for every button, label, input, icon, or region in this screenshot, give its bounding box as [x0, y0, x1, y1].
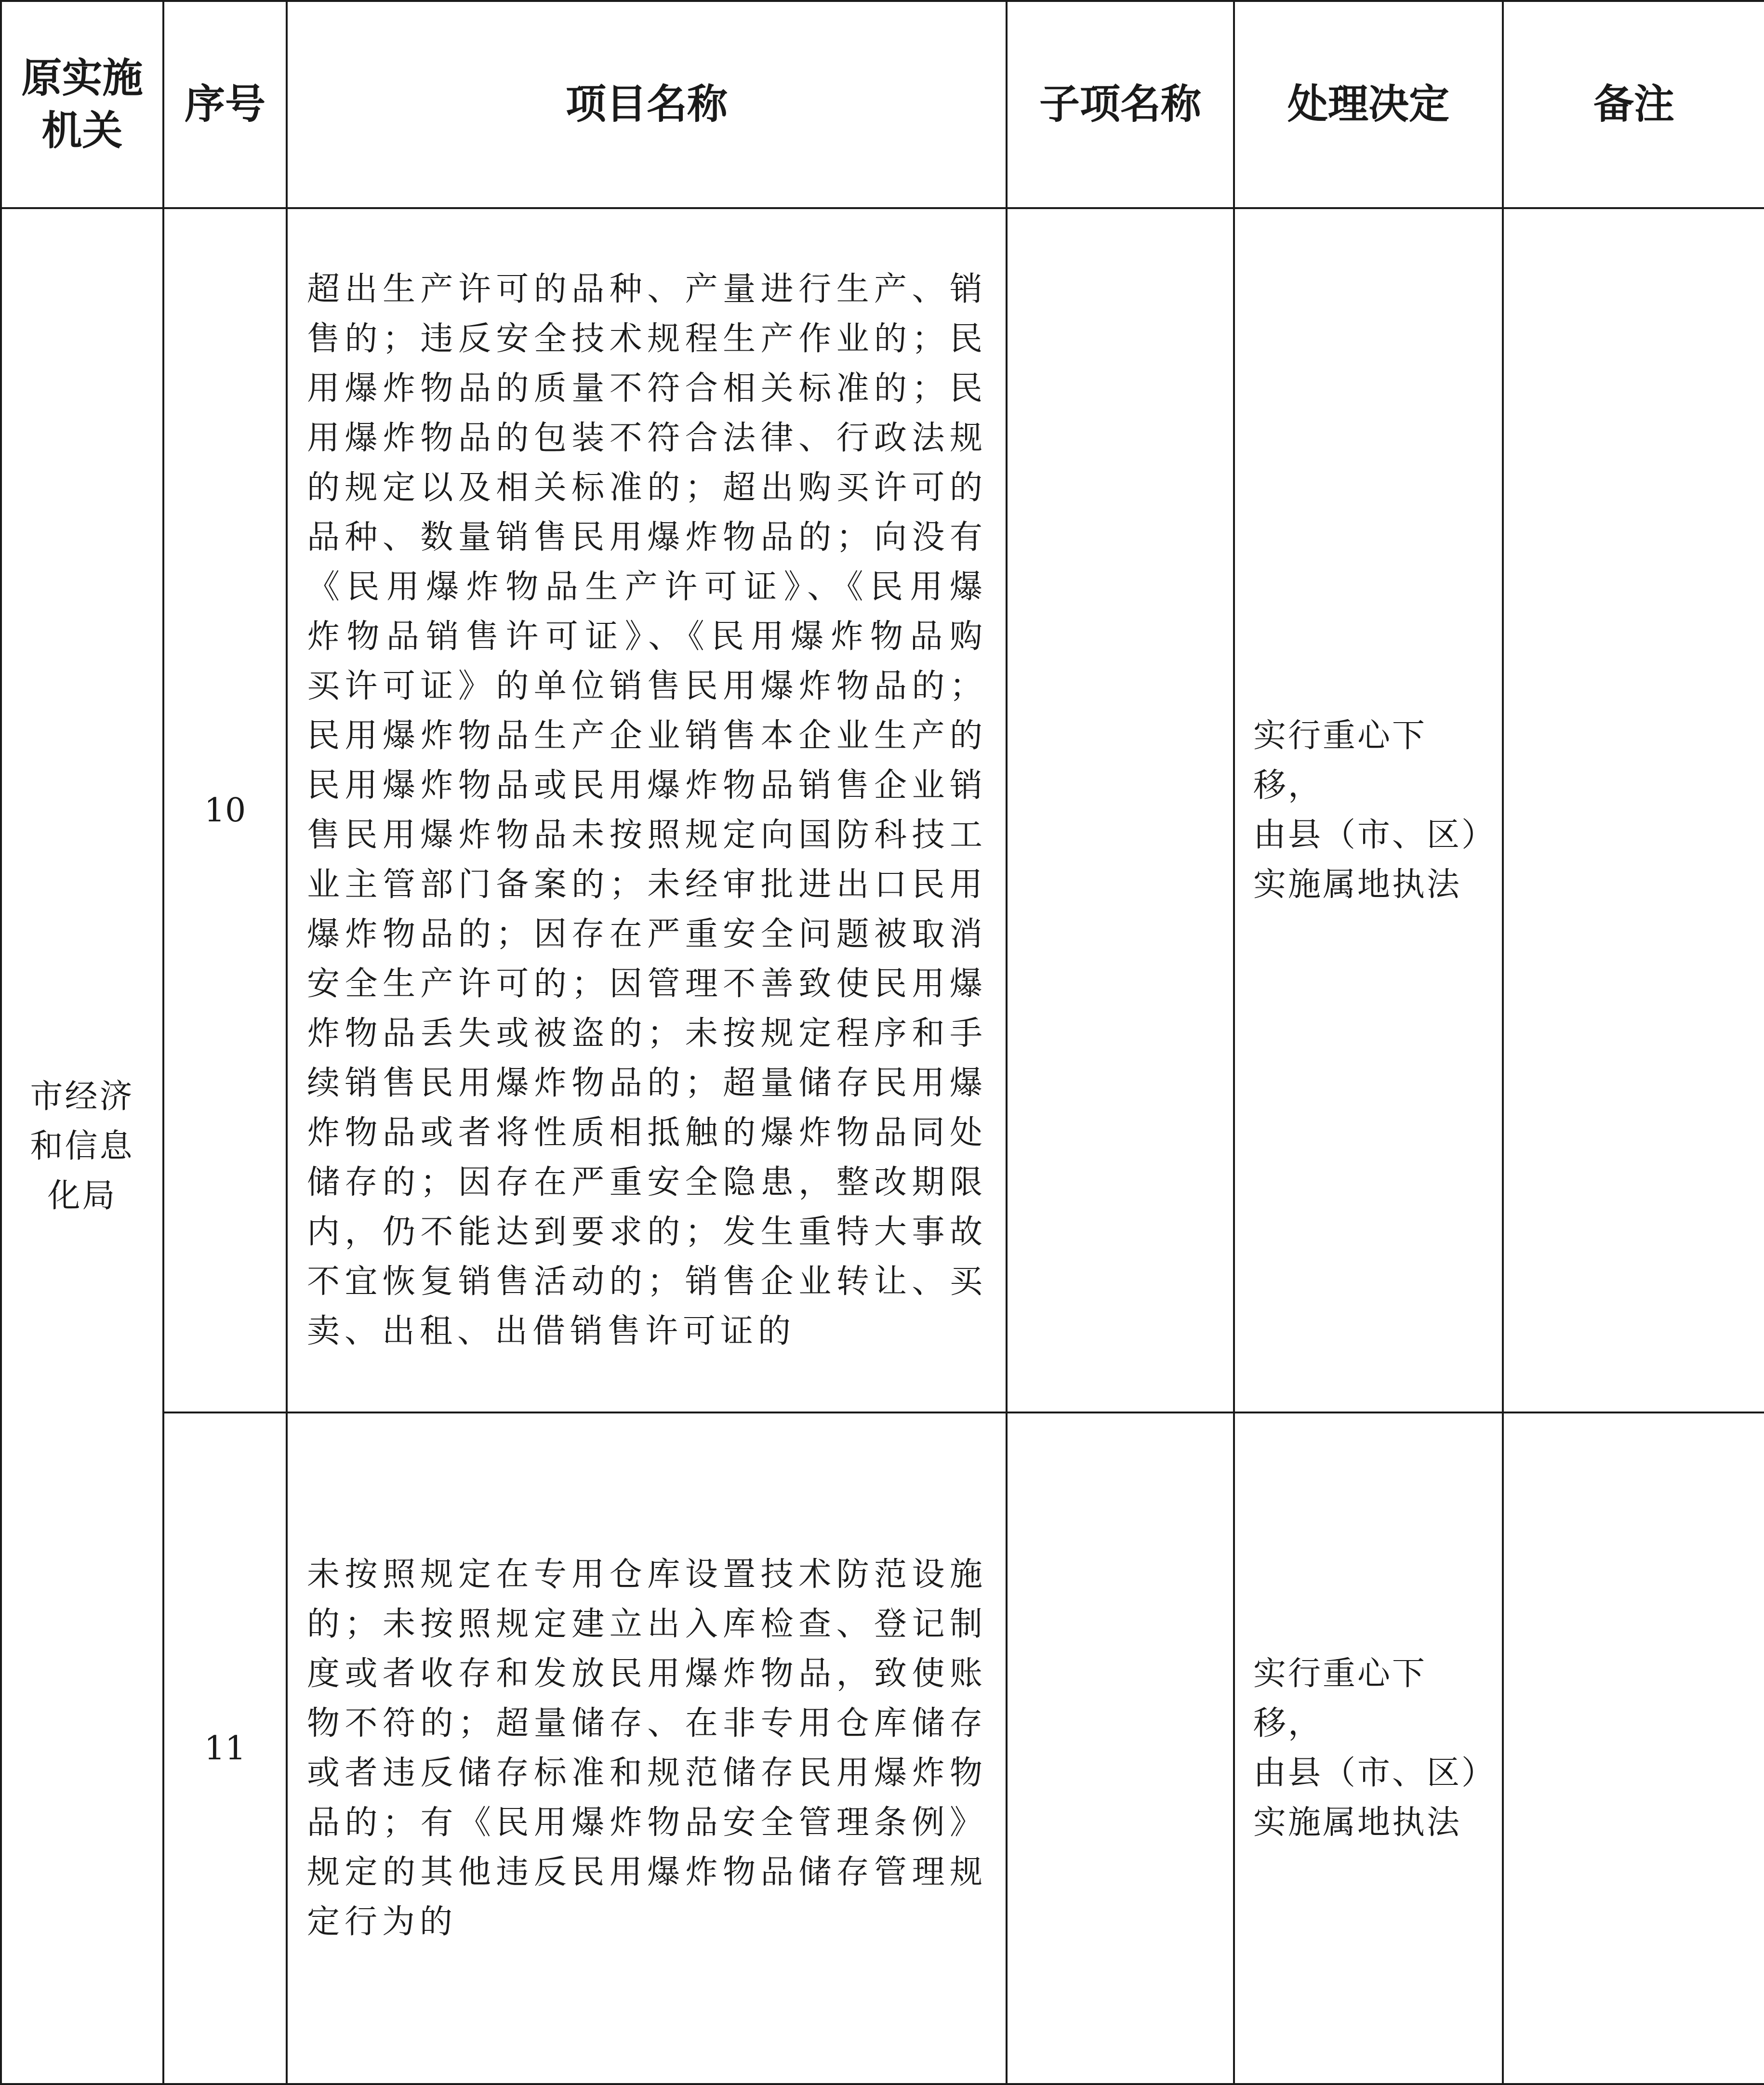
decision-line-1: 实行重心下移， — [1253, 717, 1427, 805]
sub-item-cell — [1007, 208, 1234, 1412]
table-row — [1, 208, 1764, 1412]
header-original-agency-line-2: 机关 — [41, 107, 123, 154]
decision-line-1: 实行重心下移， — [1253, 1655, 1427, 1742]
remarks-cell — [1503, 1412, 1764, 2084]
decision-line-3: 实施属地执法 — [1253, 1804, 1462, 1842]
remarks-cell — [1503, 208, 1764, 1412]
sub-item-cell — [1007, 1412, 1234, 2084]
decision-line-2: 由县（市、区） — [1253, 816, 1497, 854]
item-name-cell: 未按照规定在专用仓库设置技术防范设施的；未按照规定建立出入库检查、登记制度或者收存和发放民用爆炸物品，致使账物不符的；超量储存、在非专用仓库储存或者违反储存标准和规范储存民用爆炸物品的；有《民用爆炸物品安全管理条例》规定的其他违反民用爆炸物品储存管理规定行为的 — [287, 1412, 1007, 2084]
seq-cell: 10 — [163, 208, 287, 1412]
decision-cell — [1234, 1412, 1503, 2084]
agency-line-2: 和信息 — [30, 1127, 134, 1165]
header-original-agency — [1, 1, 163, 208]
header-original-agency-line-1: 原实施 — [21, 54, 143, 102]
header-decision: 处理决定 — [1234, 1, 1503, 208]
agency-line-3: 化局 — [47, 1176, 117, 1215]
decision-line-3: 实施属地执法 — [1253, 866, 1462, 904]
agency-cell — [1, 208, 163, 2084]
seq-cell: 11 — [163, 1412, 287, 2084]
header-remarks: 备注 — [1503, 1, 1764, 208]
header-seq: 序号 — [163, 1, 287, 208]
header-sub-item-name: 子项名称 — [1007, 1, 1234, 208]
header-item-name: 项目名称 — [287, 1, 1007, 208]
table-row — [1, 1412, 1764, 2084]
item-name-cell: 超出生产许可的品种、产量进行生产、销售的；违反安全技术规程生产作业的；民用爆炸物品的质量不符合相关标准的；民用爆炸物品的包装不符合法律、行政法规的规定以及相关标准的；超出购买许可的品种、数量销售民用爆炸物品的；向没有《民用爆炸物品生产许可证》、《民用爆炸物品销售许可证》、《民用爆炸物品购买许可证》的单位销售民用爆炸物品的；民用爆炸物品生产企业销售本企业生产的民用爆炸物品或民用爆炸物品销售企业销售民用爆炸物品未按照规定向国防科技工业主管部门备案的；未经审批进出口民用爆炸物品的；因存在严重安全问题被取消安全生产许可的；因管理不善致使民用爆炸物品丢失或被盗的；未按规定程序和手续销售民用爆炸物品的；超量储存民用爆炸物品或者将性质相抵触的爆炸物品同处储存的；因存在严重安全隐患，整改期限内，仍不能达到要求的；发生重特大事故不宜恢复销售活动的；销售企业转让、买卖、出租、出借销售许可证的 — [287, 208, 1007, 1412]
header-row — [1, 1, 1764, 208]
decision-line-2: 由县（市、区） — [1253, 1754, 1497, 1792]
agency-line-1: 市经济 — [30, 1077, 134, 1116]
decision-cell — [1234, 208, 1503, 1412]
